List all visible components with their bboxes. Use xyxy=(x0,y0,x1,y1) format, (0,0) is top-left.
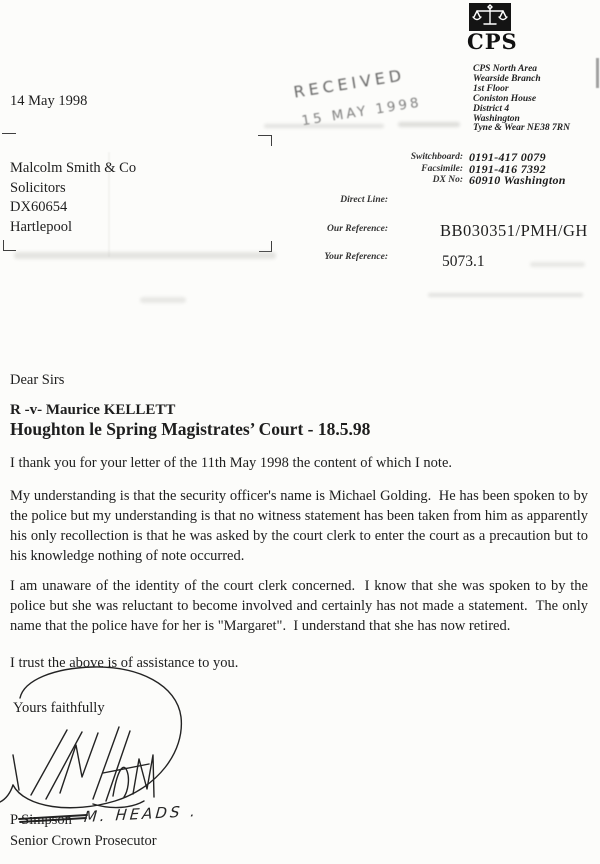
cps-logo-box xyxy=(469,3,511,31)
body-paragraph: I am unaware of the identity of the court clerk concerned. I know that she was spoken to by the police but she was reluctant to become involved and certainly has not made a statement. The only name that the police have for her is "Margaret". I understand that she has now retired. xyxy=(10,578,592,634)
body-paragraph: I trust the above is of assistance to you. xyxy=(10,655,239,671)
subject-court-line: Houghton le Spring Magistrates’ Court - 18.5.98 xyxy=(10,419,371,439)
scan-artifact xyxy=(530,262,585,267)
scan-artifact xyxy=(398,122,460,127)
your-reference-label: Your Reference: xyxy=(324,252,388,262)
switchboard-number: 0191-417 0079 xyxy=(469,150,546,164)
office-address-line: District 4 xyxy=(473,103,510,114)
recipient-line: DX60654 xyxy=(10,199,68,215)
handwritten-signatory-name: M. HEADS . xyxy=(83,801,199,827)
received-stamp-date: 15 MAY 1998 xyxy=(300,94,423,130)
window-corner-mark-top-right xyxy=(258,135,272,146)
closing-valediction: Yours faithfully xyxy=(13,700,105,716)
scan-edge-mark xyxy=(596,58,599,88)
dx-number-value: 60910 Washington xyxy=(469,173,566,187)
switchboard-label: Switchboard: xyxy=(410,152,463,162)
body-paragraph: My understanding is that the security officer's name is Michael Golding. He has been spoken to by the police but my understanding is that no witness statement has been taken from him as apparently his only recollection is that he was asked by the court clerk to enter the court as a precaution but to his knowledge nothing of note occurred. xyxy=(10,488,592,564)
office-address-line: Coniston House xyxy=(473,93,537,104)
letterhead-contacts xyxy=(330,152,590,187)
recipient-line: Hartlepool xyxy=(10,218,73,235)
our-reference-label: Our Reference: xyxy=(327,224,388,234)
facsimile-label: Facsimile: xyxy=(421,163,463,174)
scan-artifact xyxy=(140,297,186,303)
contact-row xyxy=(330,175,590,187)
your-reference-value: 5073.1 xyxy=(442,253,485,270)
office-address-line: Tyne & Wear NE38 7RN xyxy=(473,123,570,134)
our-reference-value: BB030351/PMH/GH xyxy=(440,221,588,240)
office-address-line: Wearside Branch xyxy=(473,73,541,84)
scan-artifact xyxy=(264,124,384,128)
scan-artifact xyxy=(14,252,276,259)
recipient-address xyxy=(10,159,136,237)
window-corner-mark-top-left xyxy=(2,133,16,142)
letterhead-office-address xyxy=(473,65,570,134)
office-address-line: CPS North Area xyxy=(473,64,538,74)
letter-date: 14 May 1998 xyxy=(10,93,88,109)
dx-number-label: DX No: xyxy=(432,175,463,185)
signatory-title: Senior Crown Prosecutor xyxy=(10,833,157,849)
recipient-line: Malcolm Smith & Co xyxy=(10,160,137,176)
struck-surname: Simpson xyxy=(21,812,72,828)
scales-of-justice-icon xyxy=(469,3,511,31)
body-paragraph: I thank you for your letter of the 11th May 1998 the content of which I note. xyxy=(10,455,453,471)
office-address-line: 1st Floor xyxy=(473,83,509,94)
office-address-line: Washington xyxy=(473,113,520,124)
cps-logo-text: CPS xyxy=(467,29,518,54)
subject-case-line: R -v- Maurice KELLETT xyxy=(10,402,176,418)
facsimile-number: 0191-416 7392 xyxy=(469,161,546,176)
typed-signatory-line xyxy=(10,810,72,830)
contact-row xyxy=(330,152,590,164)
scan-artifact xyxy=(428,293,583,297)
window-corner-mark-bottom-right xyxy=(259,241,272,252)
recipient-line: Solicitors xyxy=(10,179,66,196)
scan-artifact xyxy=(108,152,110,257)
received-stamp-word: RECEIVED xyxy=(292,65,407,102)
typed-initial: P xyxy=(10,812,18,828)
window-corner-mark-bottom-left xyxy=(3,240,16,251)
salutation: Dear Sirs xyxy=(10,372,65,388)
direct-line-label: Direct Line: xyxy=(340,195,388,205)
